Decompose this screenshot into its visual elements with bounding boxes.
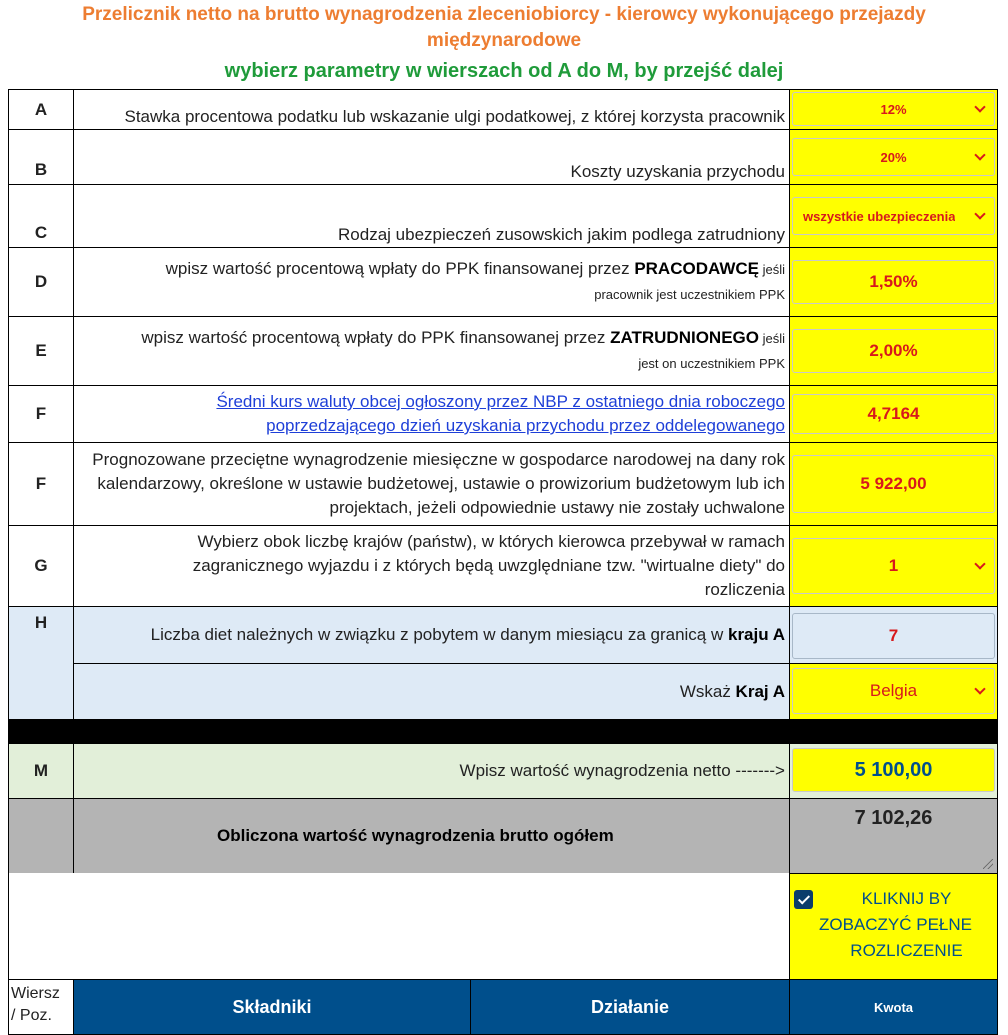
ppk-employee-input-value: 2,00% <box>869 341 918 360</box>
row-value-cell-f2 <box>789 442 998 526</box>
header-col-amount: Kwota <box>789 979 998 1035</box>
result-letter-cell <box>8 798 74 874</box>
row-value-cell-g <box>789 525 998 607</box>
row-desc-e-pre: wpisz wartość procentową wpłaty do PPK finansowanej przez <box>141 327 611 347</box>
row-desc-d-line1 <box>84 257 785 282</box>
country-select[interactable] <box>792 668 995 714</box>
resize-grip-icon[interactable] <box>983 859 993 869</box>
net-salary-input[interactable] <box>792 748 995 792</box>
row-value-cell-m <box>789 743 998 799</box>
row-desc-f1-content <box>84 390 785 438</box>
net-salary-input-value: 5 100,00 <box>854 758 933 781</box>
tax-rate-select[interactable] <box>792 92 995 126</box>
row-letter-d: D <box>8 247 74 317</box>
row-desc-country-content <box>84 680 785 704</box>
header-col-row <box>8 979 74 1035</box>
row-desc-g <box>73 525 790 607</box>
section-divider <box>8 719 998 744</box>
row-desc-d-line2: pracownik jest uczestnikiem PPK <box>594 286 785 302</box>
row-desc-h <box>73 606 790 664</box>
countries-count-select-value: 1 <box>888 556 899 575</box>
row-desc-e-line1 <box>84 326 785 351</box>
row-desc-country-bold: Kraj A <box>735 681 785 701</box>
row-letter-e: E <box>8 316 74 386</box>
row-desc-e-bold: ZATRUDNIONEGO <box>610 327 759 347</box>
row-desc-h-bold: kraju A <box>727 625 785 644</box>
row-letter-b <box>8 129 74 185</box>
insurance-select-value: wszystkie ubezpieczenia <box>803 208 956 224</box>
row-desc-e-post: jeśli <box>758 330 785 346</box>
row-letter-a: A <box>8 89 74 130</box>
countries-count-select[interactable] <box>792 538 995 594</box>
header-col-row-line2: / Poz. <box>11 1007 52 1024</box>
chevron-down-icon <box>974 101 985 112</box>
chevron-down-icon <box>974 208 985 219</box>
header-col-components: Składniki <box>73 979 471 1035</box>
insurance-select[interactable] <box>792 197 995 235</box>
row-desc-e <box>73 316 790 386</box>
gross-salary-output[interactable]: 7 102,26 <box>854 807 933 829</box>
ppk-employer-input-value: 1,50% <box>869 272 918 291</box>
row-desc-a-text: Stawka procentowa podatku lub wskazanie ulgi podatkowej, z której korzysta pracownik <box>124 107 785 126</box>
nbp-rate-link-line1[interactable]: Średni kurs waluty obcej ogłoszony przez NBP z ostatniego dnia roboczego <box>216 392 785 411</box>
row-desc-country-pre: Wskaż <box>679 681 736 701</box>
page-subtitle: wybierz parametry w wierszach od A do M, by przejść dalej <box>224 60 784 82</box>
row-letter-h <box>8 606 74 720</box>
diets-count-input[interactable] <box>792 613 995 659</box>
row-desc-m-text: Wpisz wartość wynagrodzenia netto -------> <box>459 761 785 780</box>
result-label-cell <box>73 798 790 874</box>
row-desc-g-text: Wybierz obok liczbę krajów (państw), w których kierowca przebywał w ramach zagranicznego wyjazdu i z których będą uwzględniane tzw. "wirtualne diety" do rozliczenia <box>192 532 785 599</box>
ppk-employee-input[interactable] <box>792 329 995 373</box>
show-details-label-line1: KLIKNIJ BY <box>861 889 952 908</box>
row-desc-a <box>73 89 790 130</box>
row-letter-g: G <box>8 525 74 607</box>
header-col-operation: Działanie <box>470 979 790 1035</box>
average-salary-input[interactable] <box>792 455 995 513</box>
diets-count-input-value: 7 <box>888 626 899 645</box>
page-title <box>0 2 1008 54</box>
country-select-value: Belgia <box>869 681 918 700</box>
row-desc-country <box>73 663 790 720</box>
row-desc-h-content <box>84 623 785 647</box>
costs-select[interactable] <box>792 138 995 176</box>
show-details-label-line3: ROZLICZENIE <box>850 941 963 960</box>
row-desc-d <box>73 247 790 317</box>
exchange-rate-input[interactable] <box>792 394 995 434</box>
show-details-cell[interactable] <box>789 873 998 980</box>
show-details-checkbox[interactable] <box>794 890 813 909</box>
row-desc-b-text: Koszty uzyskania przychodu <box>570 162 785 181</box>
row-value-cell-e <box>789 316 998 386</box>
exchange-rate-input-value: 4,7164 <box>867 404 920 423</box>
page-title-text: Przelicznik netto na brutto wynagrodzenia zleceniobiorcy - kierowcy wykonującego przejazdy międzynarodowe <box>82 4 926 51</box>
row-value-cell-d <box>789 247 998 317</box>
row-letter-c <box>8 184 74 248</box>
row-desc-h-pre: Liczba diet należnych w związku z pobytem w danym miesiącu za granicą w <box>150 625 728 644</box>
chevron-down-icon <box>974 683 985 694</box>
row-desc-c <box>73 184 790 248</box>
row-letter-f2: F <box>8 442 74 526</box>
costs-select-value: 20% <box>880 149 907 165</box>
nbp-rate-link-line2[interactable]: poprzedzającego dzień uzyskania przychodu przez oddelegowanego <box>266 416 785 435</box>
row-desc-b <box>73 129 790 185</box>
row-letter-m: M <box>8 743 74 799</box>
row-desc-e-line2: jest on uczestnikiem PPK <box>638 355 785 371</box>
row-value-cell-b <box>789 129 998 185</box>
row-value-cell-a <box>789 89 998 130</box>
row-desc-f2 <box>73 442 790 526</box>
row-letter-c-text: C <box>34 223 48 242</box>
average-salary-input-value: 5 922,00 <box>860 474 927 493</box>
ppk-employer-input[interactable] <box>792 260 995 304</box>
row-letter-f1: F <box>8 385 74 443</box>
row-value-cell-country <box>789 663 998 720</box>
chevron-down-icon <box>974 149 985 160</box>
row-desc-e-content <box>84 326 785 377</box>
result-label: Obliczona wartość wynagrodzenia brutto ogółem <box>217 826 614 845</box>
chevron-down-icon <box>974 558 985 569</box>
row-value-cell-f1 <box>789 385 998 443</box>
show-details-label-line2: ZOBACZYĆ PEŁNE <box>818 915 973 934</box>
row-value-cell-h <box>789 606 998 664</box>
result-value-cell <box>789 798 998 874</box>
row-desc-f1 <box>73 385 790 443</box>
checkmark-icon <box>797 892 809 904</box>
tax-rate-select-value: 12% <box>880 101 907 117</box>
row-desc-f2-text: Prognozowane przeciętne wynagrodzenie miesięczne w gospodarce narodowej na dany rok kalendarzowy, określone w ustawie budżetowej, ustawie o prowizorium budżetowym lub ich projektach, jeżeli odpowiednie ustawy nie zostały uchwalone <box>92 450 785 517</box>
show-details-label[interactable] <box>816 886 997 964</box>
row-desc-d-content <box>84 257 785 308</box>
row-desc-d-post: jeśli <box>758 261 785 277</box>
row-value-cell-c <box>789 184 998 248</box>
blank-cell <box>8 873 790 980</box>
row-desc-c-text: Rodzaj ubezpieczeń zusowskich jakim podlega zatrudniony <box>338 225 785 244</box>
row-desc-d-pre: wpisz wartość procentową wpłaty do PPK finansowanej przez <box>165 258 635 278</box>
row-letter-b-text: B <box>34 160 48 179</box>
row-desc-d-bold: PRACODAWCĘ <box>634 258 759 278</box>
row-letter-h-text: H <box>34 613 48 632</box>
row-desc-m <box>73 743 790 799</box>
header-col-row-line1: Wiersz <box>11 985 60 1002</box>
